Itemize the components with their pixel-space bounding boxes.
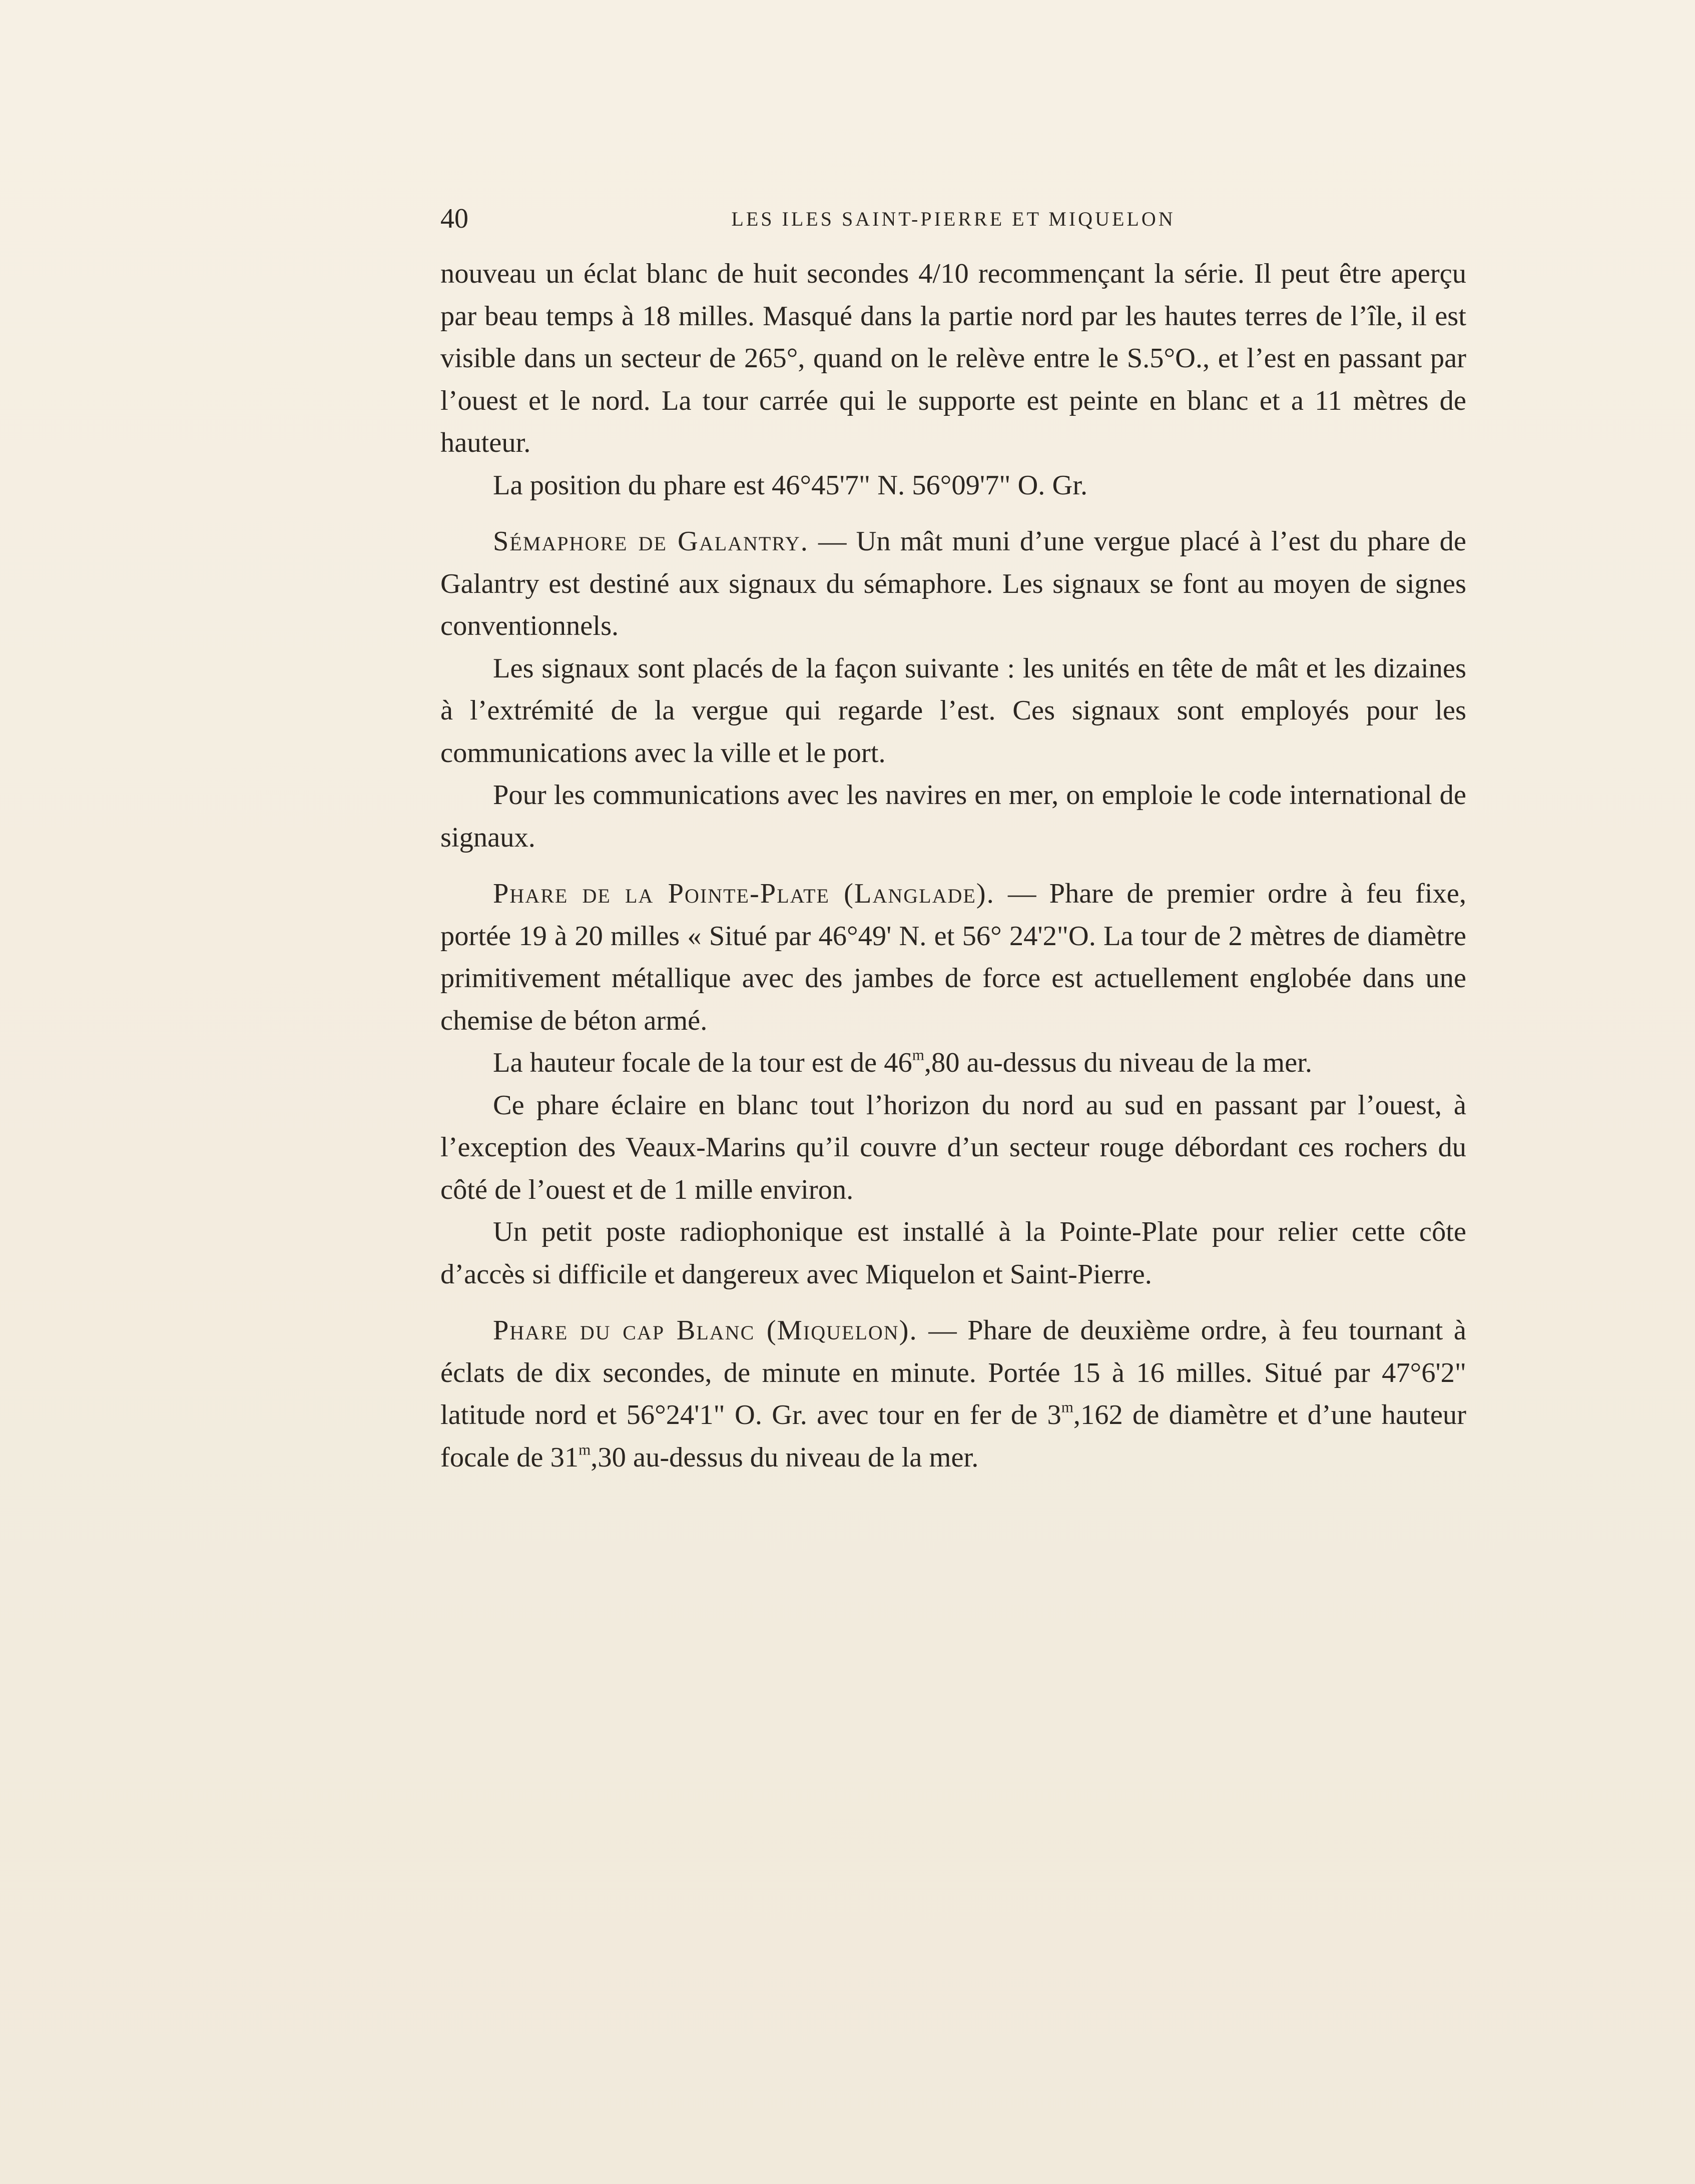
paragraph-radio-post: Un petit poste radiophonique est installé à la Pointe-Plate pour relier cette côte d’accès si difficile et dangereux avec Miquelon et Saint-Pierre. [440,1216,1466,1290]
cap-blanc-unit-1: m [1061,1398,1073,1416]
paragraph-lighthouse-position: La position du phare est 46°45'7" N. 56°09'7" O. Gr. [493,469,1088,501]
paragraph-pointe-plate-text: — Phare de premier ordre à feu fixe, portée 19 à 20 milles « Situé par 46°49' N. et 56° 24'2"O. La tour de 2 mètres de diamètre primitivement métallique avec des jambes de force est actuellement englobée dans une chemise de béton armé. [440,878,1466,1036]
paragraph-cap-blanc [440,1309,1466,1479]
paragraph-signals-placement: Les signaux sont placés de la façon suivante : les unités en tête de mât et les dizaines à l’extrémité de la vergue qui regarde l’est. Ces signaux sont employés pour les communications avec la ville et le port. [440,652,1466,769]
paragraph-semaphore [440,520,1466,647]
focal-height-text-a: La hauteur focale de la tour est de 46 [493,1047,912,1078]
section-title-cap-blanc: Phare du cap Blanc (Miquelon). [493,1315,918,1346]
section-title-pointe-plate: Phare de la Pointe-Plate (Langlade). [493,878,995,909]
paragraph-semaphore-text: — Un mât muni d’une vergue placé à l’est du phare de Galantry est destiné aux signaux du sémaphore. Les signaux se font au moyen de signes conventionnels. [440,526,1467,641]
paragraph-pointe-plate [440,873,1466,1042]
focal-height-text-b: ,80 au-dessus du niveau de la mer. [924,1047,1312,1078]
cap-blanc-text-a: — Phare de deuxième ordre, à feu tournant à éclats de dix secondes, de minute en minute. Portée 15 à 16 milles. Situé par 47°6'2" latitude nord et 56°24'1" O. Gr. avec tour en fer de 3 [440,1315,1466,1430]
paragraph-signals-ships: Pour les communications avec les navires en mer, on emploie le code international de signaux. [440,780,1466,853]
cap-blanc-text-c: ,30 au-dessus du niveau de la mer. [591,1441,979,1473]
running-head: LES ILES SAINT-PIERRE ET MIQUELON [731,208,1176,230]
page-header [440,201,1466,236]
page-number: 40 [440,203,468,234]
paragraph-horizon: Ce phare éclaire en blanc tout l’horizon du nord au sud en passant par l’ouest, à l’exception des Veaux-Marins qu’il couvre d’un secteur rouge débordant ces rochers du côté de l’ouest et de 1 mille environ. [440,1089,1466,1205]
paragraph-lighthouse-continuation: nouveau un éclat blanc de huit secondes 4/10 recommençant la série. Il peut être aperçu par beau temps à 18 milles. Masqué dans la partie nord par les hautes terres de l’île, il est visible dans un secteur de 265°, quand on le relève entre le S.5°O., et l’est en passant par l’ouest et le nord. La tour carrée qui le supporte est peinte en blanc et a 11 mètres de hauteur. [440,258,1466,458]
section-title-semaphore: Sémaphore de Galantry. [493,526,809,557]
focal-height-unit: m [912,1046,924,1064]
cap-blanc-text-b: ,162 de diamètre et d’une hauteur focale de 31 [440,1399,1466,1473]
paragraph-focal-height [440,1042,1466,1084]
body-text [440,253,1466,1479]
cap-blanc-unit-2: m [579,1440,591,1459]
